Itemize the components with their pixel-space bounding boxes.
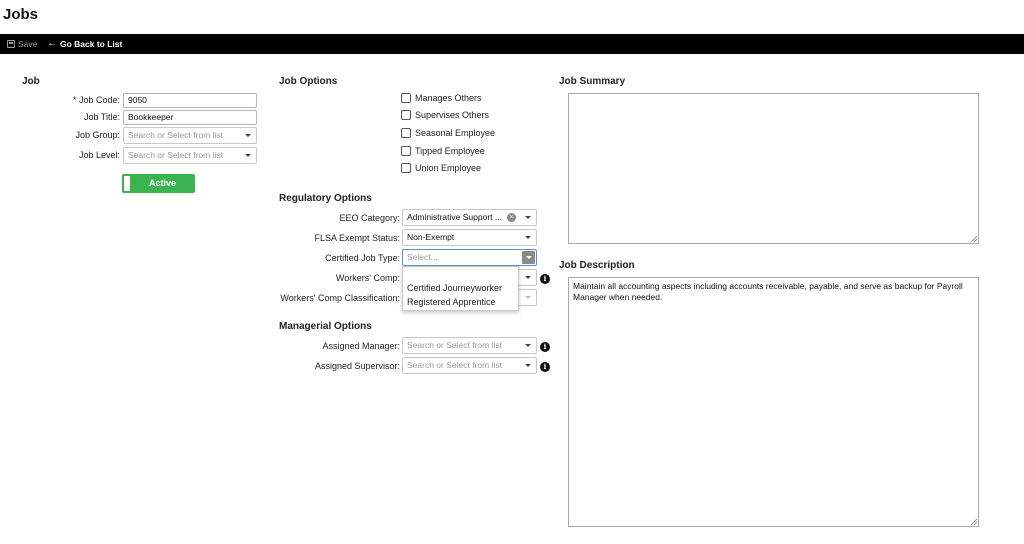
chevron-down-icon xyxy=(525,364,531,367)
resize-grip-icon[interactable] xyxy=(971,519,977,525)
checkbox[interactable] xyxy=(401,93,411,103)
dropdown-option-registered-apprentice[interactable]: Registered Apprentice xyxy=(407,297,496,307)
job-level-label: Job Level: xyxy=(78,150,120,160)
job-code-label: * Job Code: xyxy=(72,95,120,105)
checkbox-label: Seasonal Employee xyxy=(415,128,496,138)
eeo-category-label: EEO Category: xyxy=(339,213,400,223)
checkbox-label: Union Employee xyxy=(415,163,482,173)
chevron-down-icon xyxy=(525,216,531,219)
checkbox[interactable] xyxy=(401,128,411,138)
chevron-down-icon xyxy=(525,276,531,279)
chevron-down-icon xyxy=(245,154,251,157)
job-options-heading: Job Options xyxy=(279,76,338,87)
job-code-input[interactable]: 9050 xyxy=(123,93,257,108)
job-summary-textarea[interactable] xyxy=(568,93,979,244)
page-title: Jobs xyxy=(3,6,39,23)
job-description-heading: Job Description xyxy=(559,260,635,271)
managerial-options-heading: Managerial Options xyxy=(279,321,372,332)
job-level-placeholder: Search or Select from list xyxy=(128,150,223,160)
job-title-label: Job Title: xyxy=(83,112,120,122)
job-level-select[interactable] xyxy=(123,147,257,164)
certified-job-type-label: Certified Job Type: xyxy=(325,253,400,263)
toolbar xyxy=(0,34,1024,54)
save-button[interactable] xyxy=(7,34,37,54)
dropdown-option-empty[interactable] xyxy=(403,267,518,281)
eeo-category-value: Administrative Support ... xyxy=(407,212,502,222)
resize-grip-icon[interactable] xyxy=(971,236,977,242)
assigned-supervisor-select[interactable] xyxy=(402,357,537,374)
active-toggle[interactable] xyxy=(122,174,195,193)
save-label: Save xyxy=(18,39,38,49)
back-to-list-button[interactable] xyxy=(47,34,122,54)
job-group-label: Job Group: xyxy=(75,130,120,140)
assigned-manager-placeholder: Search or Select from list xyxy=(407,340,502,350)
flsa-status-select[interactable] xyxy=(402,229,537,246)
chevron-down-icon xyxy=(245,134,251,137)
checkbox[interactable] xyxy=(401,163,411,173)
info-icon[interactable]: i xyxy=(540,274,550,284)
eeo-category-select[interactable] xyxy=(402,209,537,226)
option-tipped-employee[interactable] xyxy=(401,146,485,156)
certified-job-type-dropdown xyxy=(402,266,519,311)
job-group-placeholder: Search or Select from list xyxy=(128,130,223,140)
job-summary-heading: Job Summary xyxy=(559,76,626,87)
job-description-textarea[interactable] xyxy=(568,277,979,527)
save-icon xyxy=(7,40,15,48)
job-section-heading: Job xyxy=(22,76,40,87)
assigned-supervisor-label: Assigned Supervisor: xyxy=(314,361,400,371)
checkbox[interactable] xyxy=(401,146,411,156)
job-group-select[interactable] xyxy=(123,127,257,144)
option-manages-others[interactable] xyxy=(401,93,482,103)
dropdown-toggle-button[interactable] xyxy=(522,251,535,264)
checkbox-label: Manages Others xyxy=(415,93,482,103)
regulatory-options-heading: Regulatory Options xyxy=(279,193,372,204)
toggle-label: Active xyxy=(148,178,176,188)
chevron-down-icon xyxy=(525,236,531,239)
checkbox-label: Tipped Employee xyxy=(415,146,485,156)
workers-comp-classification-label: Workers' Comp Classification: xyxy=(280,293,400,303)
arrow-left-icon: ← xyxy=(47,38,57,49)
flsa-status-value: Non-Exempt xyxy=(407,232,455,242)
job-title-input[interactable]: Bookkeeper xyxy=(123,110,257,125)
flsa-status-label: FLSA Exempt Status: xyxy=(314,233,400,243)
workers-comp-label: Workers' Comp: xyxy=(335,273,400,283)
option-union-employee[interactable] xyxy=(401,163,481,173)
back-label: Go Back to List xyxy=(60,39,123,49)
checkbox-label: Supervises Others xyxy=(415,110,490,120)
certified-job-type-placeholder: Select... xyxy=(407,252,438,262)
option-seasonal-employee[interactable] xyxy=(401,128,495,138)
clear-icon[interactable]: × xyxy=(507,213,516,222)
info-icon[interactable]: i xyxy=(540,342,550,352)
job-description-value: Maintain all accounting aspects including accounts receivable, payable, and serve as backup for Payroll Manager when needed. xyxy=(573,281,963,302)
chevron-down-icon xyxy=(525,344,531,347)
option-supervises-others[interactable] xyxy=(401,110,489,120)
assigned-manager-label: Assigned Manager: xyxy=(322,341,400,351)
info-icon[interactable]: i xyxy=(540,362,550,372)
checkbox[interactable] xyxy=(401,110,411,120)
assigned-manager-select[interactable] xyxy=(402,337,537,354)
assigned-supervisor-placeholder: Search or Select from list xyxy=(407,360,502,370)
chevron-down-icon xyxy=(525,296,531,299)
dropdown-option-certified-journeyworker[interactable]: Certified Journeyworker xyxy=(407,283,503,293)
certified-job-type-select[interactable] xyxy=(402,249,537,266)
